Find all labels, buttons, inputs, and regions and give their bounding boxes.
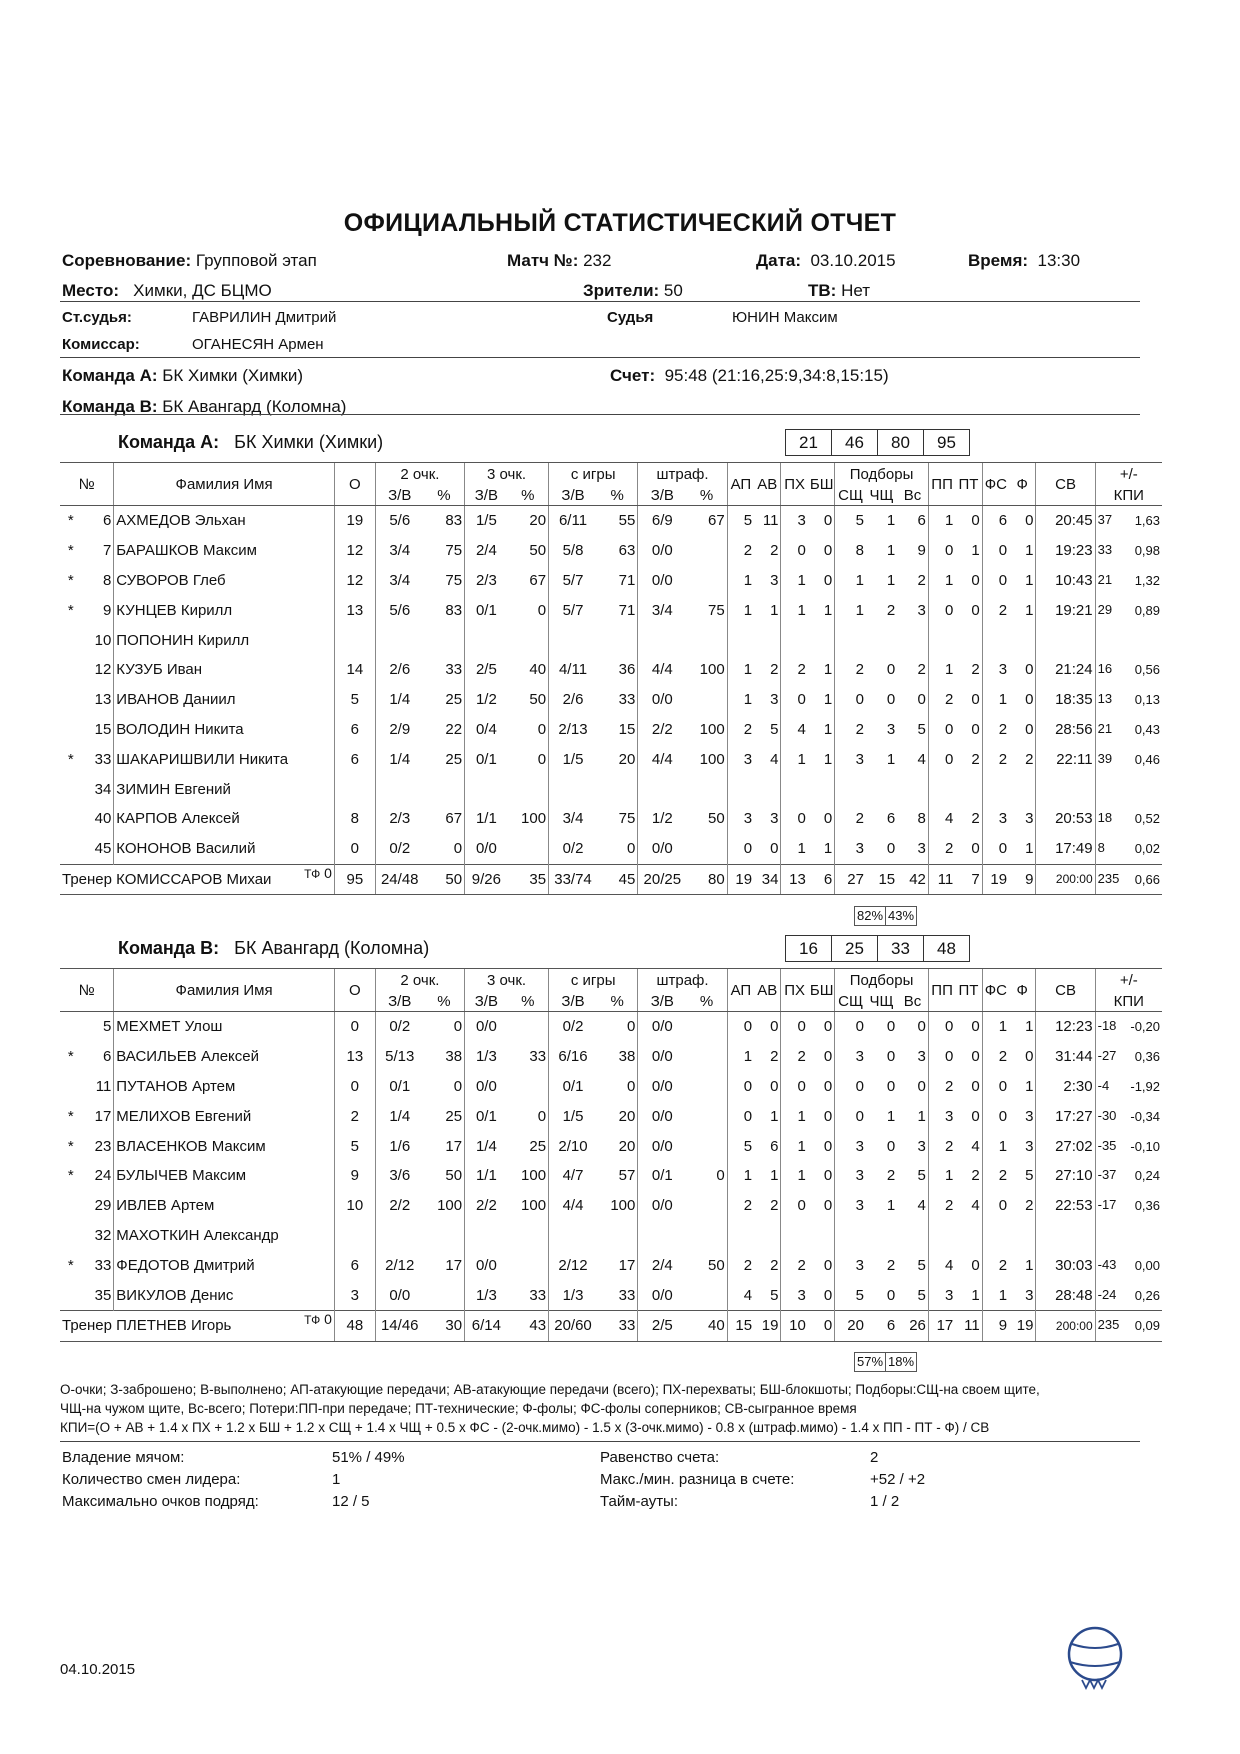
col-av: АВ <box>754 463 781 506</box>
col-bsh: БШ <box>808 969 835 1012</box>
col-fs: ФС <box>982 969 1009 1012</box>
col-name: Фамилия Имя <box>114 969 335 1012</box>
player-row: 35 ВИКУЛОВ Денис 3 0/0 1/3 33 1/3 33 0/0 4 5 3 0 5 0 5 3 1 1 3 28:48 -24 0,26 <box>60 1280 1162 1310</box>
col-three-pt: 3 очк. <box>465 463 549 486</box>
divider <box>60 1441 1140 1442</box>
tv: ТВ: Нет <box>808 281 871 300</box>
report-title: ОФИЦИАЛЬНЫЙ СТАТИСТИЧЕСКИЙ ОТЧЕТ <box>343 209 897 237</box>
col-kpi: КПИ <box>1095 991 1162 1012</box>
player-row: 10 ПОПОНИН Кирилл <box>60 625 1162 655</box>
game-summary: Владение мячом: 51% / 49% Количество смен лидера: 1 Максимально очков подряд: 12 / 5 Равенство счета: 2 Макс./мин. разница в счете: +52 / +2 Тайм-ауты: 1 / 2 <box>62 1449 926 1510</box>
col-pt: ПТ <box>955 463 982 506</box>
team-a-quarter-scores: 21 46 80 95 <box>785 429 970 456</box>
player-row: 12 КУЗУБ Иван 14 2/6 33 2/5 40 4/11 36 4/4 100 1 2 2 1 2 0 2 1 2 3 0 21:24 16 0,56 <box>60 655 1162 685</box>
player-row: * 9 КУНЦЕВ Кирилл 13 5/6 83 0/1 0 5/7 71 3/4 75 1 1 1 1 1 2 3 0 0 2 1 19:21 29 0,89 <box>60 595 1162 625</box>
col-fs: ФС <box>982 463 1009 506</box>
col-pp: ПП <box>928 463 955 506</box>
player-row: 40 КАРПОВ Алексей 8 2/3 67 1/1 100 3/4 75 1/2 50 3 3 0 0 2 6 8 4 2 3 3 20:53 18 0,52 <box>60 804 1162 834</box>
col-free-throws: штраф. <box>638 463 727 486</box>
col-bsh: БШ <box>808 463 835 506</box>
col-name: Фамилия Имя <box>114 463 335 506</box>
col-free-throws: штраф. <box>638 969 727 992</box>
team-b-header: Команда В: БК Авангард (Коломна) <box>62 397 347 416</box>
col-two-pt: 2 очк. <box>375 969 464 992</box>
col-field-goals: с игры <box>549 463 638 486</box>
divider <box>60 301 1140 302</box>
footer-date: 04.10.2015 <box>60 1661 136 1678</box>
col-plus-minus: +/- <box>1095 969 1162 992</box>
competition: Соревнование: Групповой этап <box>62 251 317 270</box>
player-row: * 6 АХМЕДОВ Эльхан 19 5/6 83 1/5 20 6/11 55 6/9 67 5 11 3 0 5 1 6 1 0 6 0 20:45 37 1,63 <box>60 506 1162 536</box>
infobasket-logo-icon <box>1060 1622 1130 1692</box>
col-ph: ПХ <box>781 969 808 1012</box>
col-pt: ПТ <box>955 969 982 1012</box>
col-plus-minus: +/- <box>1095 463 1162 486</box>
col-f: Ф <box>1009 969 1036 1012</box>
col-points: О <box>334 463 375 506</box>
team-a-stats-table: № Фамилия Имя О 2 очк. 3 очк. с игры штраф. АП АВ ПХ БШ Подборы ПП ПТ ФС Ф СВ +/- З/В % З/В % З/В % З/В % СЩ ЧЩ Вс КПИ * 6 АХМЕДОВ Эльхан 19 5/6 83 1/5 20 6/11 55 6/9 67 5 11 3 0 5 1 6 1 0 6 0 20:45 37 1,63 * 7 БАРАШКОВ Максим 12 3/4 75 2/4 50 5/8 63 0/0 2 2 0 0 8 1 9 0 1 0 1 19:23 33 0,98 * 8 СУВОРОВ Глеб 12 3/4 75 2/3 67 5/7 71 0/0 1 3 1 0 1 1 2 1 0 0 1 10:43 21 1,32 * 9 КУНЦЕВ Кирилл 13 5/6 83 0/1 0 5/7 71 3/4 75 1 1 1 1 1 2 3 0 0 2 1 19:21 29 0,89 10 ПОПОНИН Кирилл 12 КУЗУБ Иван 14 2/6 33 2/5 40 4/11 36 4/4 100 1 2 2 1 2 0 2 1 2 3 0 21:24 16 0,56 13 ИВАНОВ Даниил 5 1/4 25 1/2 50 2/6 33 0/0 1 3 0 1 0 0 0 2 0 1 0 18:35 13 0,13 15 ВОЛОДИН Никита 6 2/9 22 0/4 0 2/13 15 2/2 100 2 5 4 1 2 3 5 0 0 2 0 28:56 21 0,43 * 33 ШАКАРИШВИЛИ Никита 6 1/4 25 0/1 0 1/5 20 4/4 100 3 4 1 1 3 1 4 0 2 2 2 22:11 39 0,46 34 ЗИМИН Евгений 40 КАРПОВ Алексей 8 2/3 67 1/1 100 3/4 75 1/2 50 3 3 0 0 2 6 8 4 2 3 3 20:53 18 0,52 45 КОНОНОВ Василий 0 0/2 0 0/0 0/2 0 0/0 0 0 1 1 3 0 3 2 0 0 1 17:49 8 0,02 Тренер КОМИССАРОВ Михаи ТФ 0 95 24/48 50 9/26 35 33/74 45 20/25 80 19 34 13 6 27 15 42 11 7 19 9 200:00 235 0,66 <box>60 462 1162 895</box>
col-ap: АП <box>727 969 754 1012</box>
col-sv: СВ <box>1036 463 1095 506</box>
player-row: * 24 БУЛЫЧЕВ Максим 9 3/6 50 1/1 100 4/7 57 0/1 0 1 1 1 0 3 2 5 1 2 2 5 27:10 -37 0,24 <box>60 1161 1162 1191</box>
col-points: О <box>334 969 375 1012</box>
col-sv: СВ <box>1036 969 1095 1012</box>
col-rebounds: Подборы <box>835 969 929 992</box>
team-a-header: Команда А: БК Химки (Химки) <box>62 366 304 385</box>
match-time: Время: 13:30 <box>968 251 1081 270</box>
commissioner: Комиссар: ОГАНЕСЯН Армен <box>62 336 324 353</box>
player-row: 34 ЗИМИН Евгений <box>60 774 1162 804</box>
player-row: 32 МАХОТКИН Александр <box>60 1221 1162 1251</box>
player-row: 5 МЕХМЕТ Улош 0 0/2 0 0/0 0/2 0 0/0 0 0 0 0 0 0 0 0 0 1 1 12:23 -18 -0,20 <box>60 1012 1162 1042</box>
player-row: 29 ИВЛЕВ Артем 10 2/2 100 2/2 100 4/4 100 0/0 2 2 0 0 3 1 4 2 4 0 2 22:53 -17 0,36 <box>60 1191 1162 1221</box>
col-number: № <box>60 969 114 1012</box>
col-av: АВ <box>754 969 781 1012</box>
team-b-quarter-scores: 16 25 33 48 <box>785 935 970 962</box>
venue: Место: Химки, ДС БЦМО <box>62 281 272 300</box>
team-b-title: Команда В: БК Авангард (Коломна) <box>118 938 430 958</box>
player-row: 45 КОНОНОВ Василий 0 0/2 0 0/0 0/2 0 0/0 0 0 1 1 3 0 3 2 0 0 1 17:49 8 0,02 <box>60 834 1162 864</box>
col-two-pt: 2 очк. <box>375 463 464 486</box>
player-row: * 8 СУВОРОВ Глеб 12 3/4 75 2/3 67 5/7 71 0/0 1 3 1 0 1 1 2 1 0 0 1 10:43 21 1,32 <box>60 566 1162 596</box>
player-row: 11 ПУТАНОВ Артем 0 0/1 0 0/0 0/1 0 0/0 0 0 0 0 0 0 0 2 0 0 1 2:30 -4 -1,92 <box>60 1072 1162 1102</box>
match-number: Матч №: 232 <box>507 251 612 270</box>
player-row: 13 ИВАНОВ Даниил 5 1/4 25 1/2 50 2/6 33 0/0 1 3 0 1 0 0 0 2 0 1 0 18:35 13 0,13 <box>60 685 1162 715</box>
team-a-title: Команда А: БК Химки (Химки) <box>118 432 384 452</box>
col-ph: ПХ <box>781 463 808 506</box>
col-kpi: КПИ <box>1095 485 1162 506</box>
col-f: Ф <box>1009 463 1036 506</box>
col-field-goals: с игры <box>549 969 638 992</box>
player-row: * 33 ШАКАРИШВИЛИ Никита 6 1/4 25 0/1 0 1/5 20 4/4 100 3 4 1 1 3 1 4 0 2 2 2 22:11 39 0,46 <box>60 744 1162 774</box>
player-row: * 17 МЕЛИХОВ Евгений 2 1/4 25 0/1 0 1/5 20 0/0 0 1 1 0 0 1 1 3 0 0 3 17:27 -30 -0,34 <box>60 1101 1162 1131</box>
player-row: * 6 ВАСИЛЬЕВ Алексей 13 5/13 38 1/3 33 6/16 38 0/0 1 2 2 0 3 0 3 0 0 2 0 31:44 -27 0,36 <box>60 1042 1162 1072</box>
player-row: * 7 БАРАШКОВ Максим 12 3/4 75 2/4 50 5/8 63 0/0 2 2 0 0 8 1 9 0 1 0 1 19:23 33 0,98 <box>60 536 1162 566</box>
player-row: * 33 ФЕДОТОВ Дмитрий 6 2/12 17 0/0 2/12 17 2/4 50 2 2 2 0 3 2 5 4 0 2 1 30:03 -43 0,00 <box>60 1250 1162 1280</box>
team-b-stats-table: № Фамилия Имя О 2 очк. 3 очк. с игры штраф. АП АВ ПХ БШ Подборы ПП ПТ ФС Ф СВ +/- З/В % З/В % З/В % З/В % СЩ ЧЩ Вс КПИ 5 МЕХМЕТ Улош 0 0/2 0 0/0 0/2 0 0/0 0 0 0 0 0 0 0 0 0 1 1 12:23 -18 -0,20 * 6 ВАСИЛЬЕВ Алексей 13 5/13 38 1/3 33 6/16 38 0/0 1 2 2 0 3 0 3 0 0 2 0 31:44 -27 0,36 11 ПУТАНОВ Артем 0 0/1 0 0/0 0/1 0 0/0 0 0 0 0 0 0 0 2 0 0 1 2:30 -4 -1,92 * 17 МЕЛИХОВ Евгений 2 1/4 25 0/1 0 1/5 20 0/0 0 1 1 0 0 1 1 3 0 0 3 17:27 -30 -0,34 * 23 ВЛАСЕНКОВ Максим 5 1/6 17 1/4 25 2/10 20 0/0 5 6 1 0 3 0 3 2 4 1 3 27:02 -35 -0,10 * 24 БУЛЫЧЕВ Максим 9 3/6 50 1/1 100 4/7 57 0/1 0 1 1 1 0 3 2 5 1 2 2 5 27:10 -37 0,24 29 ИВЛЕВ Артем 10 2/2 100 2/2 100 4/4 100 0/0 2 2 0 0 3 1 4 2 4 0 2 22:53 -17 0,36 32 МАХОТКИН Александр * 33 ФЕДОТОВ Дмитрий 6 2/12 17 0/0 2/12 17 2/4 50 2 2 2 0 3 2 5 4 0 2 1 30:03 -43 0,00 35 ВИКУЛОВ Денис 3 0/0 1/3 33 1/3 33 0/0 4 5 3 0 5 0 5 3 1 1 3 28:48 -24 0,26 Тренер ПЛЕТНЕВ Игорь ТФ 0 48 14/46 30 6/14 43 20/60 33 2/5 40 15 19 10 0 20 6 26 17 11 9 19 200:00 235 0,09 <box>60 968 1162 1342</box>
col-rebounds: Подборы <box>835 463 929 486</box>
referee: Судья ЮНИН Максим <box>607 309 838 326</box>
legend: О-очки; З-заброшено; В-выполнено; АП-атакующие передачи; АВ-атакующие передачи (всего); ПХ-перехваты; БШ-блокшоты; Подборы:СЩ-на своем щите, ЧЩ-на чужом щите, Вс-всего; Потери:ПП-при передаче; ПТ-технические; Ф-фолы; ФС-фолы соперников; СВ-сыгранное время КПИ=(О + АВ + 1.4 х ПХ + 1.2 х БШ + 1.2 х СЩ + 1.4 х ЧЩ + 0.5 х ФС - (2-очк.мимо) - 1.5 х (3-очк.мимо) - 0.8 х (штраф.мимо) - 1.4 х ПП - ПТ - Ф) / СВ <box>60 1382 1040 1435</box>
team-a-rebound-percent: 82% 43% <box>854 906 917 926</box>
col-number: № <box>60 463 114 506</box>
divider <box>60 414 1140 415</box>
chief-referee: Ст.судья: ГАВРИЛИН Дмитрий <box>62 309 337 326</box>
col-pp: ПП <box>928 969 955 1012</box>
player-row: 15 ВОЛОДИН Никита 6 2/9 22 0/4 0 2/13 15 2/2 100 2 5 4 1 2 3 5 0 0 2 0 28:56 21 0,43 <box>60 715 1162 745</box>
team-totals-row: Тренер КОМИССАРОВ Михаи ТФ 0 95 24/48 50 9/26 35 33/74 45 20/25 80 19 34 13 6 27 15 42 11 7 19 9 200:00 235 0,66 <box>60 864 1162 895</box>
match-date: Дата: 03.10.2015 <box>756 251 896 270</box>
col-three-pt: 3 очк. <box>465 969 549 992</box>
col-ap: АП <box>727 463 754 506</box>
team-b-rebound-percent: 57% 18% <box>854 1352 917 1372</box>
final-score: Счет: 95:48 (21:16,25:9,34:8,15:15) <box>610 366 889 385</box>
divider <box>60 357 1140 358</box>
spectators: Зрители: 50 <box>583 281 683 300</box>
team-totals-row: Тренер ПЛЕТНЕВ Игорь ТФ 0 48 14/46 30 6/14 43 20/60 33 2/5 40 15 19 10 0 20 6 26 17 11 9 19 200:00 235 0,09 <box>60 1310 1162 1341</box>
player-row: * 23 ВЛАСЕНКОВ Максим 5 1/6 17 1/4 25 2/10 20 0/0 5 6 1 0 3 0 3 2 4 1 3 27:02 -35 -0,10 <box>60 1131 1162 1161</box>
